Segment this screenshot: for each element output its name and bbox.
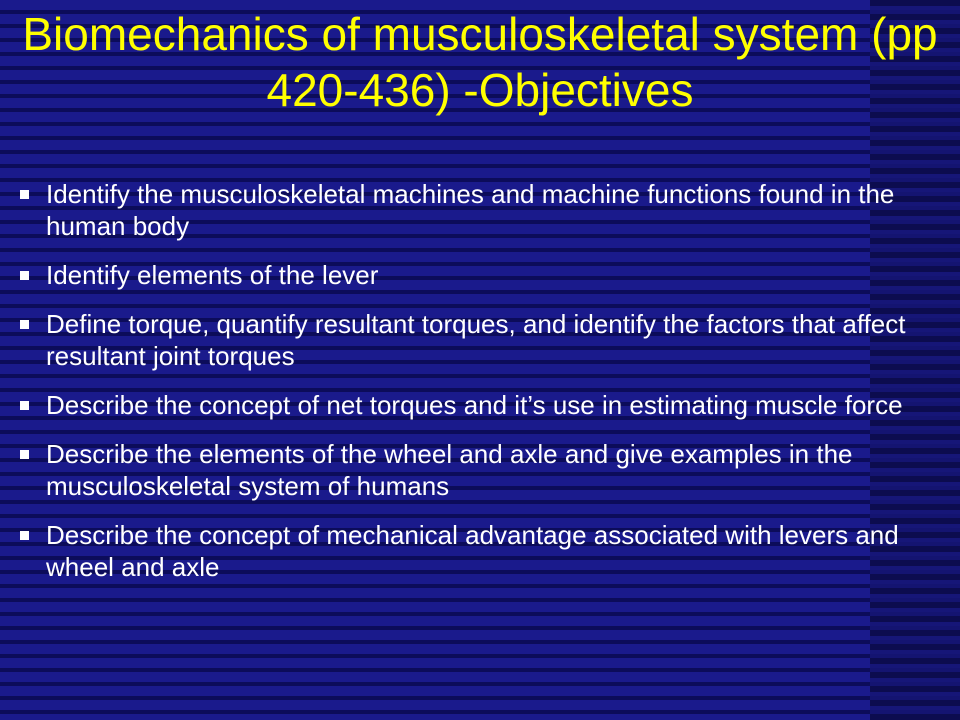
bullet-text: Describe the concept of net torques and it’s use in estimating muscle force <box>46 390 903 420</box>
square-bullet-icon <box>20 450 29 459</box>
list-item <box>20 438 940 502</box>
list-item <box>20 178 940 242</box>
bullet-text: Define torque, quantify resultant torques, and identify the factors that affect resultant joint torques <box>46 309 906 371</box>
square-bullet-icon <box>20 531 29 540</box>
square-bullet-icon <box>20 401 29 410</box>
square-bullet-icon <box>20 190 29 199</box>
bullet-text: Describe the elements of the wheel and axle and give examples in the musculoskeletal system of humans <box>46 439 853 501</box>
square-bullet-icon <box>20 271 29 280</box>
objectives-list <box>20 178 940 600</box>
bullet-text: Identify elements of the lever <box>46 260 379 290</box>
bullet-text: Describe the concept of mechanical advantage associated with levers and wheel and axle <box>46 520 899 582</box>
list-item <box>20 519 940 583</box>
slide-title: Biomechanics of musculoskeletal system (pp 420-436) -Objectives <box>22 8 938 116</box>
list-item <box>20 259 940 291</box>
bullet-text: Identify the musculoskeletal machines and machine functions found in the human body <box>46 179 895 241</box>
list-item <box>20 308 940 372</box>
list-item <box>20 389 940 421</box>
square-bullet-icon <box>20 320 29 329</box>
